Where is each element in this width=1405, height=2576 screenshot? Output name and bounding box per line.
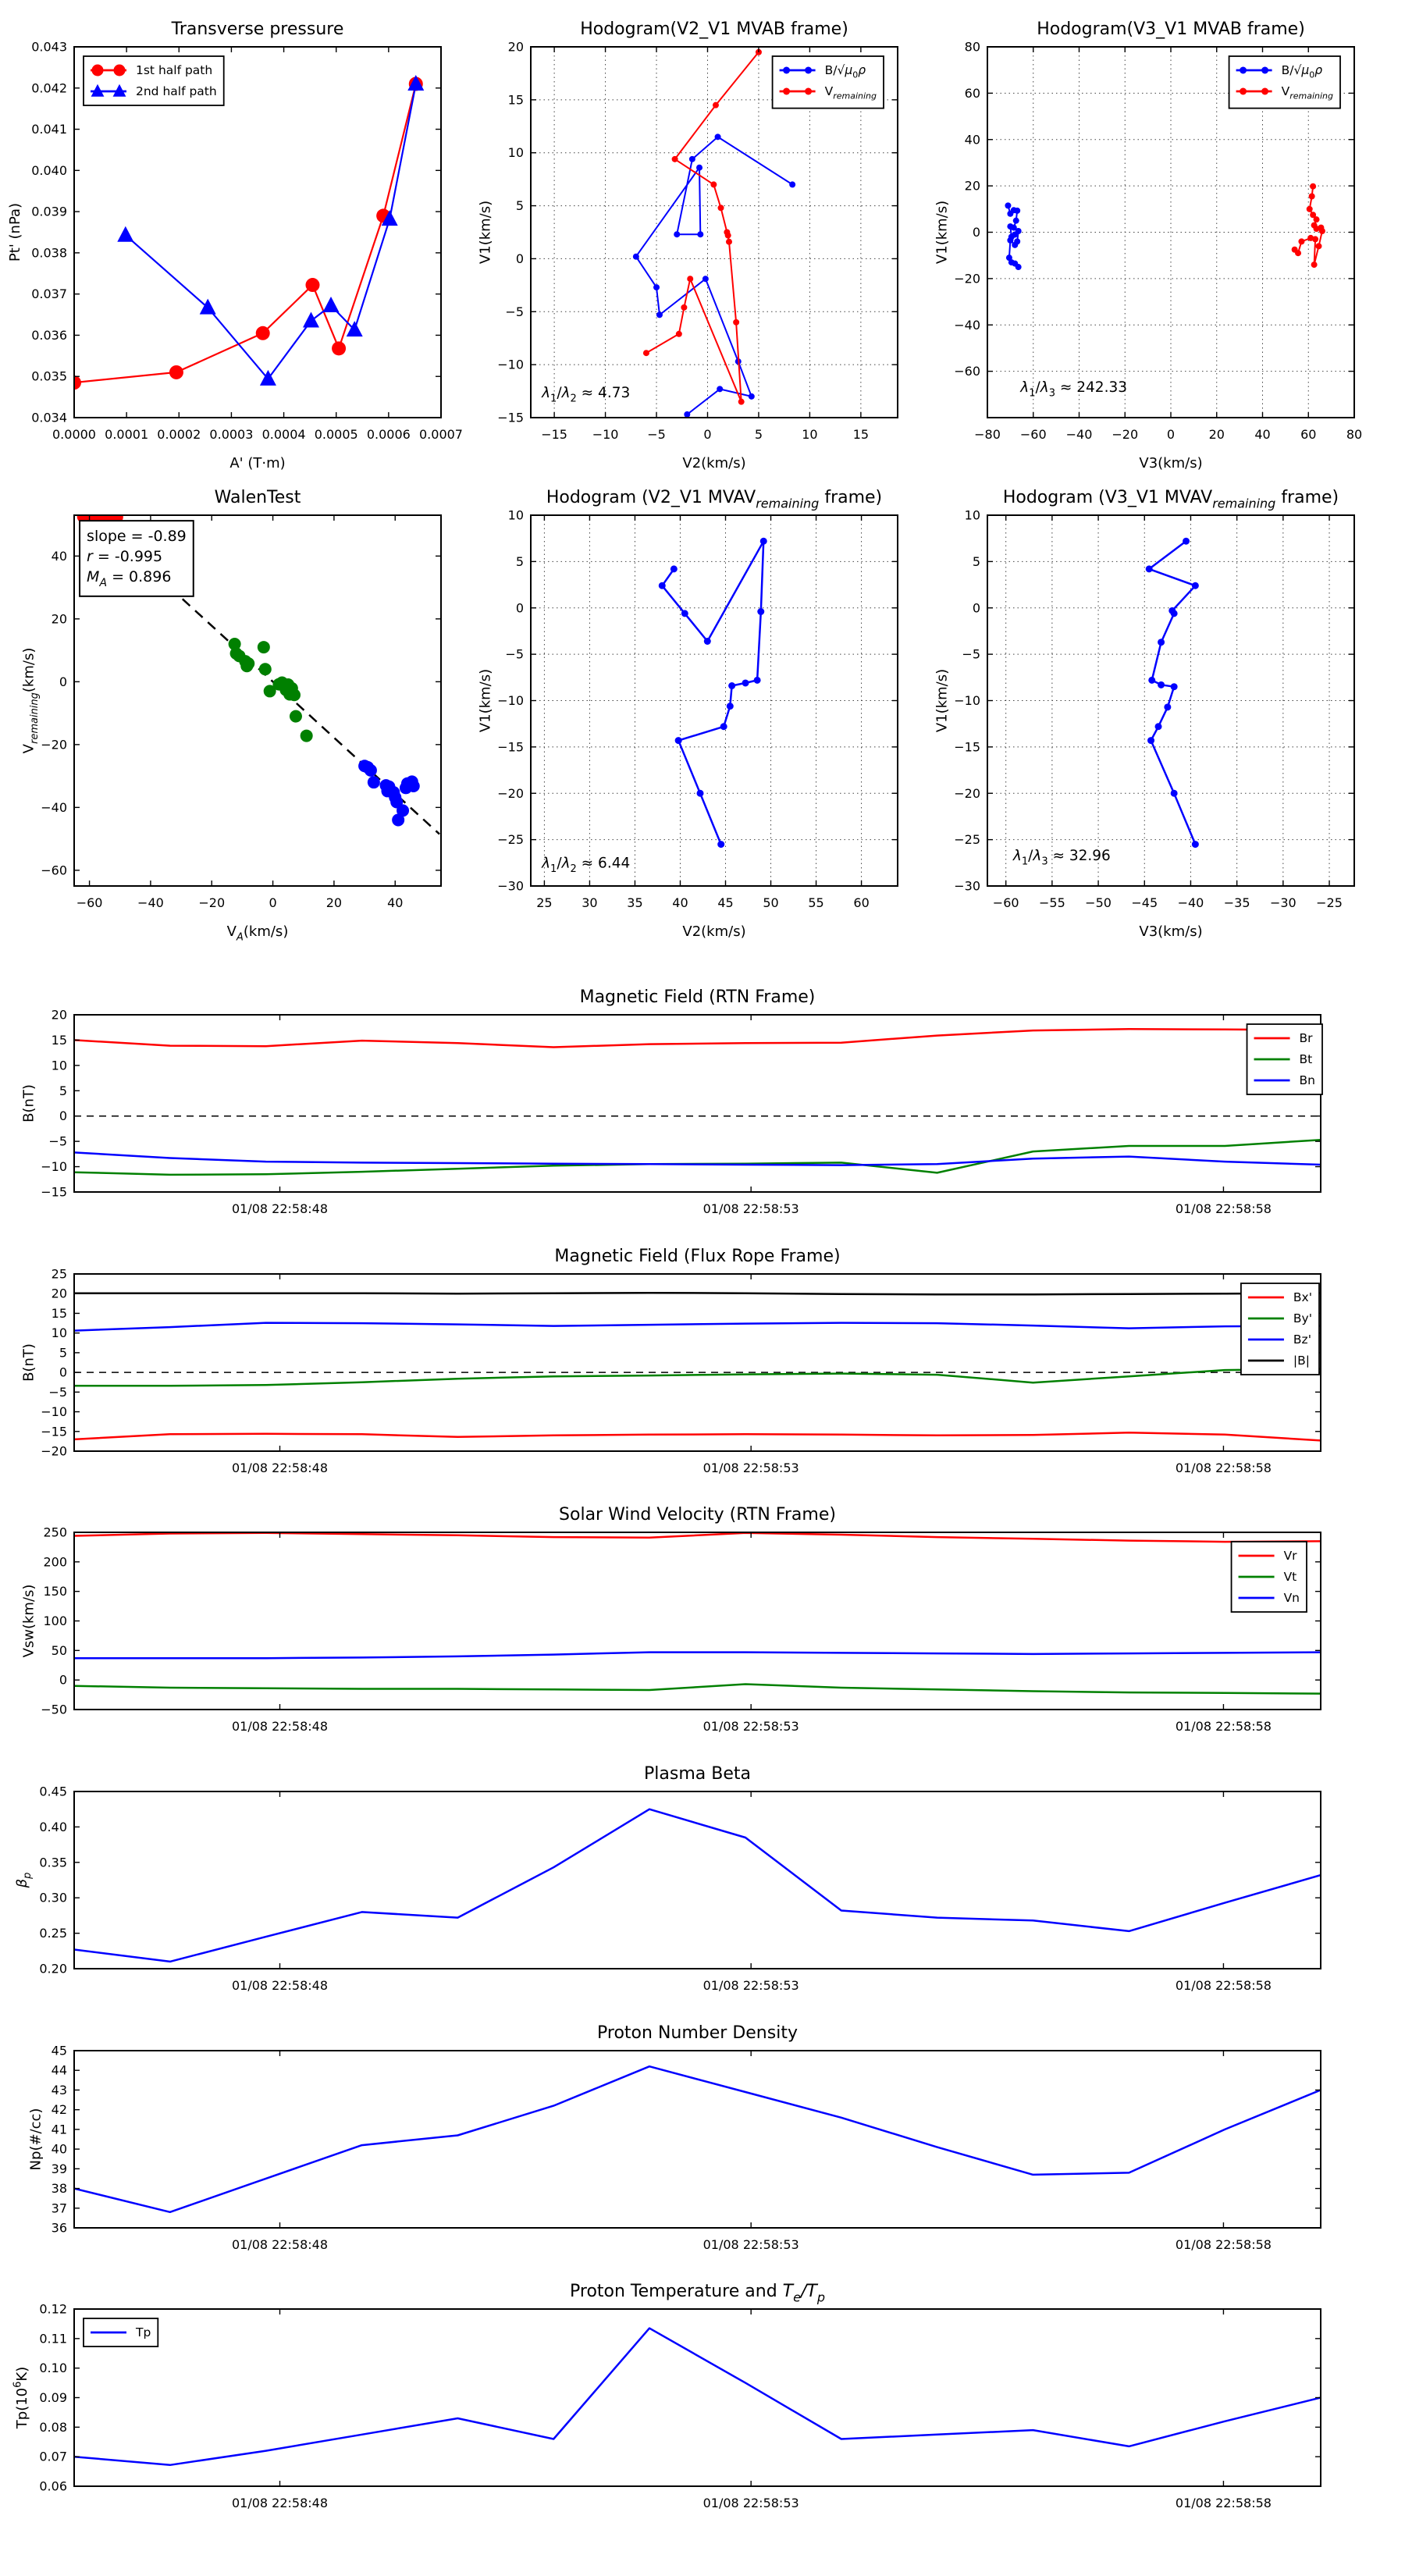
hodogram-v3v1-mvav-chart <box>925 472 1382 948</box>
plot-title: Proton Temperature and $T_e/T_p$ <box>570 2282 825 2305</box>
series-V-hodogram <box>1146 538 1199 848</box>
svg-text:slope = -0.89: slope = -0.89 <box>87 528 187 546</box>
svg-text:Pt' (nPa): Pt' (nPa) <box>7 202 23 262</box>
svg-text:0.0007: 0.0007 <box>419 427 463 442</box>
svg-text:−60: −60 <box>76 895 103 910</box>
svg-text:20: 20 <box>964 178 980 194</box>
svg-text:0.034: 0.034 <box>31 410 67 425</box>
svg-text:−15: −15 <box>41 1424 67 1439</box>
svg-text:0.12: 0.12 <box>39 2301 67 2317</box>
plot-area <box>74 2066 1321 2212</box>
svg-text:10: 10 <box>51 1058 67 1073</box>
plasma-beta-chart <box>0 1739 1405 1998</box>
hodogram-v3v1-mvab-chart <box>925 4 1382 480</box>
annotation: $\lambda_1/\lambda_2 \approx 6.44$ <box>542 855 631 875</box>
svg-text:01/08 22:58:58: 01/08 22:58:58 <box>1175 1719 1272 1734</box>
svg-text:0: 0 <box>703 427 712 442</box>
svg-text:01/08 22:58:53: 01/08 22:58:53 <box>702 1461 799 1475</box>
svg-text:MA = 0.896: $M_A = 0.896$ <box>87 568 172 589</box>
plot-title: Hodogram (V2_V1 $MVAV_{remaining}$ frame) <box>546 488 883 511</box>
annotation: $\lambda_1/\lambda_2 \approx 4.73$ <box>542 384 631 405</box>
svg-text:0.043: 0.043 <box>31 39 67 55</box>
svg-text:V3(km/s): V3(km/s) <box>1139 923 1203 940</box>
svg-text:−5: −5 <box>48 1384 67 1400</box>
svg-text:βp: $\beta_p$ <box>13 1872 34 1888</box>
svg-text:V1(km/s): V1(km/s) <box>477 200 494 265</box>
svg-text:Bx': Bx' <box>1293 1290 1312 1304</box>
svg-text:0.11: 0.11 <box>39 2331 67 2347</box>
svg-text:−35: −35 <box>1223 895 1250 910</box>
svg-text:100: 100 <box>43 1614 67 1628</box>
svg-text:0.0006: 0.0006 <box>366 427 411 442</box>
svg-text:0: 0 <box>59 1364 67 1380</box>
svg-text:36: 36 <box>51 2220 67 2236</box>
legend <box>84 56 224 105</box>
svg-text:−30: −30 <box>954 878 980 894</box>
series-Np <box>74 2066 1321 2212</box>
svg-text:01/08 22:58:53: 01/08 22:58:53 <box>702 1978 799 1993</box>
svg-text:10: 10 <box>964 507 980 523</box>
transverse-pressure-chart <box>7 4 468 480</box>
svg-text:10: 10 <box>51 1325 67 1341</box>
svg-text:−10: −10 <box>497 357 524 372</box>
svg-text:Vn: Vn <box>1283 1591 1300 1605</box>
svg-text:Tp(106K): $Tp(10^6K)$ <box>12 2366 30 2429</box>
svg-text:80: 80 <box>964 39 980 55</box>
svg-text:0: 0 <box>59 1672 67 1688</box>
svg-text:By': By' <box>1293 1311 1312 1325</box>
plot-title: Proton Number Density <box>597 2023 798 2043</box>
svg-text:60: 60 <box>853 895 870 910</box>
svg-text:−10: −10 <box>592 427 619 442</box>
svg-text:−60: −60 <box>1019 427 1047 442</box>
svg-text:01/08 22:58:58: 01/08 22:58:58 <box>1175 2237 1272 2252</box>
svg-text:37: 37 <box>51 2201 67 2216</box>
svg-text:V3(km/s): V3(km/s) <box>1139 455 1203 471</box>
plot-area <box>1146 538 1199 848</box>
svg-text:−10: −10 <box>41 1404 67 1420</box>
hodogram-v2v1-mvav-chart <box>468 472 925 948</box>
series-Bz' <box>74 1323 1321 1331</box>
svg-text:25: 25 <box>51 1266 67 1282</box>
svg-text:0.20: 0.20 <box>39 1961 67 1976</box>
svg-text:−20: −20 <box>41 737 67 753</box>
svg-text:−50: −50 <box>1085 895 1112 910</box>
plot-title: Magnetic Field (RTN Frame) <box>579 987 816 1007</box>
plot-title: Magnetic Field (Flux Rope Frame) <box>554 1247 841 1266</box>
legend <box>1229 56 1340 109</box>
svg-text:−25: −25 <box>1316 895 1343 910</box>
svg-text:−80: −80 <box>974 427 1001 442</box>
magnetic-field-rtn-chart <box>0 962 1405 1222</box>
annotation: $\lambda_1/\lambda_3 \approx 32.96$ <box>1012 847 1111 868</box>
svg-text:35: 35 <box>627 895 643 910</box>
series-Vt <box>74 1685 1321 1694</box>
svg-text:0.039: 0.039 <box>31 204 67 219</box>
annotation-box <box>80 521 194 596</box>
series-1st half path <box>67 77 423 390</box>
svg-text:0: 0 <box>59 1108 67 1124</box>
svg-text:−60: −60 <box>992 895 1019 910</box>
svg-text:40: 40 <box>964 132 980 148</box>
svg-text:0.08: 0.08 <box>39 2419 67 2435</box>
svg-text:43: 43 <box>51 2082 67 2097</box>
svg-text:15: 15 <box>51 1305 67 1321</box>
svg-text:Vsw(km/s): Vsw(km/s) <box>20 1584 37 1658</box>
svg-text:01/08 22:58:48: 01/08 22:58:48 <box>231 1461 329 1475</box>
svg-text:44: 44 <box>51 2062 67 2078</box>
plot-title: Hodogram(V3_V1 MVAB frame) <box>1037 20 1305 39</box>
svg-text:−40: −40 <box>1177 895 1204 910</box>
svg-text:01/08 22:58:53: 01/08 22:58:53 <box>702 1201 799 1216</box>
svg-text:V2(km/s): V2(km/s) <box>682 455 746 471</box>
svg-text:−40: −40 <box>137 895 164 910</box>
svg-text:0.40: 0.40 <box>39 1819 67 1834</box>
svg-text:38: 38 <box>51 2181 67 2197</box>
svg-text:−10: −10 <box>954 693 980 708</box>
svg-text:−60: −60 <box>41 863 67 878</box>
svg-text:20: 20 <box>507 39 524 55</box>
svg-text:40: 40 <box>51 548 67 564</box>
svg-text:Bt: Bt <box>1299 1052 1313 1066</box>
svg-text:B(nT): B(nT) <box>20 1343 37 1382</box>
svg-text:0.0005: 0.0005 <box>314 427 358 442</box>
svg-text:−15: −15 <box>541 427 567 442</box>
svg-text:45: 45 <box>717 895 734 910</box>
annotation: $\lambda_1/\lambda_3 \approx 242.33$ <box>1020 379 1128 400</box>
svg-text:−15: −15 <box>41 1184 67 1200</box>
axes <box>987 515 1354 886</box>
svg-text:0.0002: 0.0002 <box>157 427 201 442</box>
plot-area <box>633 49 795 418</box>
svg-text:0.035: 0.035 <box>31 368 67 384</box>
svg-text:−15: −15 <box>497 739 524 755</box>
svg-text:0.042: 0.042 <box>31 80 67 96</box>
svg-text:−5: −5 <box>647 427 666 442</box>
svg-text:01/08 22:58:53: 01/08 22:58:53 <box>702 2237 799 2252</box>
svg-text:0.036: 0.036 <box>31 327 67 343</box>
svg-text:01/08 22:58:53: 01/08 22:58:53 <box>702 1719 799 1734</box>
svg-text:−15: −15 <box>497 410 524 425</box>
svg-text:20: 20 <box>325 895 343 910</box>
axes <box>531 515 898 886</box>
legend <box>84 2318 158 2347</box>
plot-area <box>74 1029 1321 1175</box>
svg-text:80: 80 <box>1346 427 1363 442</box>
svg-text:Np(#/cc): Np(#/cc) <box>27 2108 44 2171</box>
svg-text:−20: −20 <box>41 1443 67 1459</box>
hodogram-v2v1-mvab-chart <box>468 4 925 480</box>
svg-text:39: 39 <box>51 2161 67 2176</box>
svg-text:0: 0 <box>1166 427 1176 442</box>
svg-text:−40: −40 <box>41 799 67 815</box>
svg-text:Vremaining: $V_{remaining}$ <box>824 84 877 101</box>
svg-text:|B|: |B| <box>1293 1354 1310 1368</box>
svg-text:20: 20 <box>51 1286 67 1301</box>
walen-test-chart <box>12 472 468 948</box>
svg-text:−5: −5 <box>505 304 524 319</box>
svg-text:r = -0.995: r = -0.995 <box>87 548 163 566</box>
svg-text:5: 5 <box>515 198 524 214</box>
series-B-hodogram <box>1005 202 1021 270</box>
svg-text:60: 60 <box>1300 427 1317 442</box>
svg-text:5: 5 <box>754 427 763 442</box>
svg-text:150: 150 <box>43 1584 67 1599</box>
magnetic-field-fluxrope-chart <box>0 1222 1405 1481</box>
svg-text:Bz': Bz' <box>1293 1332 1311 1347</box>
series-Br <box>74 1029 1321 1047</box>
svg-text:01/08 22:58:58: 01/08 22:58:58 <box>1175 1201 1272 1216</box>
svg-text:50: 50 <box>51 1642 67 1658</box>
svg-text:01/08 22:58:48: 01/08 22:58:48 <box>231 1978 329 1993</box>
svg-text:−40: −40 <box>1065 427 1093 442</box>
svg-text:5: 5 <box>59 1345 67 1361</box>
svg-text:2nd half path: 2nd half path <box>136 84 217 98</box>
svg-text:5: 5 <box>515 553 524 569</box>
svg-text:A' (T·m): A' (T·m) <box>229 455 286 471</box>
svg-text:−25: −25 <box>954 832 980 848</box>
svg-text:45: 45 <box>51 2043 67 2058</box>
svg-text:−15: −15 <box>954 739 980 755</box>
svg-text:−20: −20 <box>198 895 226 910</box>
svg-text:40: 40 <box>51 2141 67 2157</box>
svg-text:01/08 22:58:58: 01/08 22:58:58 <box>1175 2496 1272 2510</box>
svg-text:0.0000: 0.0000 <box>52 427 96 442</box>
svg-text:−5: −5 <box>962 646 980 662</box>
svg-text:41: 41 <box>51 2122 67 2137</box>
svg-text:25: 25 <box>536 895 553 910</box>
svg-text:−50: −50 <box>41 1702 67 1717</box>
svg-text:01/08 22:58:53: 01/08 22:58:53 <box>702 2496 799 2510</box>
plot-area <box>74 2329 1321 2465</box>
plot-area <box>74 1293 1321 1440</box>
svg-text:10: 10 <box>802 427 818 442</box>
series-Vr <box>74 1533 1321 1542</box>
svg-text:B/√μ0ρ: $B/√\mu_0\rho$ <box>1281 63 1323 80</box>
svg-text:0.45: 0.45 <box>39 1784 67 1799</box>
svg-text:20: 20 <box>1208 427 1225 442</box>
svg-text:−10: −10 <box>41 1159 67 1175</box>
svg-text:01/08 22:58:58: 01/08 22:58:58 <box>1175 1978 1272 1993</box>
svg-text:01/08 22:58:48: 01/08 22:58:48 <box>231 2237 329 2252</box>
plot-area <box>67 75 424 390</box>
svg-text:−25: −25 <box>497 832 524 848</box>
svg-text:V1(km/s): V1(km/s) <box>934 668 951 733</box>
legend <box>773 56 884 109</box>
svg-text:−40: −40 <box>954 317 980 333</box>
svg-text:V1(km/s): V1(km/s) <box>934 200 951 265</box>
solar-wind-velocity-chart <box>0 1480 1405 1739</box>
svg-text:−30: −30 <box>1269 895 1297 910</box>
svg-text:Tp: Tp <box>136 2325 151 2339</box>
plot-title: WalenTest <box>214 488 301 507</box>
svg-text:5: 5 <box>972 553 980 569</box>
svg-text:−60: −60 <box>954 364 980 379</box>
svg-text:−20: −20 <box>1112 427 1139 442</box>
svg-text:55: 55 <box>808 895 824 910</box>
svg-text:0.25: 0.25 <box>39 1926 67 1941</box>
svg-text:40: 40 <box>1254 427 1271 442</box>
series-Vn <box>74 1653 1321 1659</box>
svg-text:0: 0 <box>515 251 524 266</box>
svg-text:5: 5 <box>59 1083 67 1098</box>
svg-text:−20: −20 <box>954 785 980 801</box>
svg-text:0.10: 0.10 <box>39 2361 67 2376</box>
series-|B| <box>74 1293 1321 1294</box>
series-V-hodogram <box>659 538 767 848</box>
svg-text:−10: −10 <box>497 693 524 708</box>
svg-text:0: 0 <box>972 600 980 616</box>
plot-title: Hodogram (V3_V1 $MVAV_{remaining}$ frame) <box>1002 488 1339 511</box>
svg-text:30: 30 <box>582 895 598 910</box>
svg-text:V2(km/s): V2(km/s) <box>682 923 746 940</box>
svg-text:0.0003: 0.0003 <box>209 427 254 442</box>
svg-text:0.06: 0.06 <box>39 2478 67 2494</box>
svg-text:200: 200 <box>43 1554 67 1570</box>
svg-text:15: 15 <box>852 427 870 442</box>
svg-text:Br: Br <box>1299 1031 1313 1045</box>
plot-area <box>659 538 767 848</box>
plot-area <box>1005 183 1325 270</box>
svg-text:0.0001: 0.0001 <box>105 427 149 442</box>
svg-text:60: 60 <box>964 85 980 101</box>
svg-text:10: 10 <box>507 145 524 161</box>
svg-text:40: 40 <box>672 895 688 910</box>
legend <box>1241 1283 1319 1375</box>
svg-text:V1(km/s): V1(km/s) <box>477 668 494 733</box>
svg-text:−5: −5 <box>48 1133 67 1149</box>
plot-title: Transverse pressure <box>171 20 344 39</box>
series-beta_p <box>74 1809 1321 1962</box>
svg-text:0.041: 0.041 <box>31 122 67 137</box>
svg-text:Vremaining(km/s): $V_{remaining}(km/s)$ <box>20 647 41 754</box>
series-core <box>229 638 313 742</box>
svg-text:−20: −20 <box>497 785 524 801</box>
svg-text:Vt: Vt <box>1283 1570 1297 1584</box>
svg-text:−30: −30 <box>497 878 524 894</box>
proton-temperature-chart <box>0 2257 1405 2516</box>
plot-title: Plasma Beta <box>644 1764 751 1784</box>
series-By' <box>74 1369 1321 1386</box>
svg-text:−20: −20 <box>954 271 980 286</box>
svg-text:01/08 22:58:48: 01/08 22:58:48 <box>231 1719 329 1734</box>
svg-text:250: 250 <box>43 1525 67 1540</box>
series-V-hodogram <box>643 49 762 405</box>
series-Tp <box>74 2329 1321 2465</box>
series-inbound <box>358 760 420 826</box>
svg-text:−45: −45 <box>1131 895 1158 910</box>
svg-text:0.35: 0.35 <box>39 1855 67 1870</box>
plot-area <box>74 1533 1321 1694</box>
svg-text:B(nT): B(nT) <box>20 1084 37 1123</box>
svg-text:50: 50 <box>763 895 779 910</box>
svg-text:01/08 22:58:48: 01/08 22:58:48 <box>231 2496 329 2510</box>
svg-text:15: 15 <box>51 1032 67 1048</box>
svg-text:01/08 22:58:48: 01/08 22:58:48 <box>231 1201 329 1216</box>
svg-text:0.09: 0.09 <box>39 2390 67 2405</box>
svg-text:10: 10 <box>507 507 524 523</box>
svg-text:Bn: Bn <box>1299 1073 1315 1087</box>
svg-text:20: 20 <box>51 611 67 627</box>
svg-text:40: 40 <box>387 895 404 910</box>
svg-text:42: 42 <box>51 2102 67 2118</box>
svg-text:0.0004: 0.0004 <box>261 427 306 442</box>
proton-number-density-chart <box>0 1998 1405 2258</box>
svg-text:VA(km/s): $V_A(km/s)$ <box>226 923 289 944</box>
plot-area <box>74 1809 1321 1962</box>
plot-title: Solar Wind Velocity (RTN Frame) <box>559 1505 836 1525</box>
svg-text:B/√μ0ρ: $B/√\mu_0\rho$ <box>824 63 866 80</box>
svg-text:0.30: 0.30 <box>39 1890 67 1905</box>
svg-text:15: 15 <box>507 92 524 108</box>
svg-text:0.040: 0.040 <box>31 162 67 178</box>
svg-text:0: 0 <box>515 600 524 616</box>
svg-text:Vremaining: $V_{remaining}$ <box>1281 84 1333 101</box>
series-Bx' <box>74 1432 1321 1440</box>
svg-text:20: 20 <box>51 1007 67 1023</box>
svg-text:01/08 22:58:58: 01/08 22:58:58 <box>1175 1461 1272 1475</box>
svg-text:Vr: Vr <box>1283 1549 1297 1563</box>
legend <box>1247 1024 1322 1094</box>
svg-text:−5: −5 <box>505 646 524 662</box>
svg-text:0: 0 <box>59 674 67 689</box>
svg-text:1st half path: 1st half path <box>136 63 213 77</box>
svg-text:0.038: 0.038 <box>31 245 67 261</box>
svg-text:0: 0 <box>269 895 277 910</box>
svg-text:0.07: 0.07 <box>39 2449 67 2464</box>
series-V-hodogram <box>1292 183 1325 268</box>
legend <box>1232 1542 1307 1612</box>
svg-text:−55: −55 <box>1038 895 1065 910</box>
plot-title: Hodogram(V2_V1 MVAB frame) <box>580 20 848 39</box>
svg-text:0: 0 <box>972 225 980 240</box>
series-B-hodogram <box>633 133 795 418</box>
svg-text:0.037: 0.037 <box>31 286 67 302</box>
